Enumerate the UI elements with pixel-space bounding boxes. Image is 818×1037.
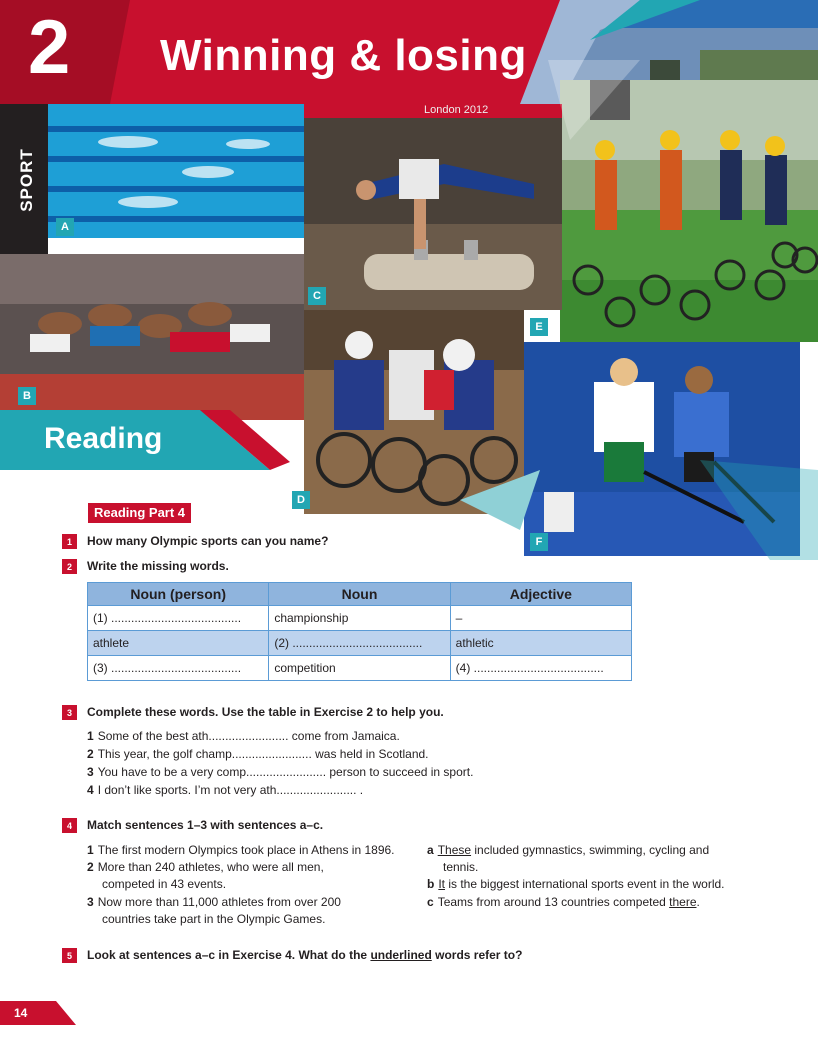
table-cell: championship — [269, 606, 450, 631]
ex4-right-text-cont: tennis. — [443, 860, 479, 874]
ex5-text: words refer to? — [431, 948, 523, 962]
ex4-left-text-cont: competed in 43 events. — [102, 877, 227, 891]
ex3-item-number: 2 — [87, 747, 94, 761]
ex4-right-text: included gymnastics, swimming, cycling and — [471, 843, 710, 857]
photo-b-letter: B — [18, 387, 36, 405]
exercise-2-number: 2 — [62, 559, 77, 574]
ex4-left-text: Now more than 11,000 athletes from over 200 — [97, 895, 341, 909]
unit-title: Winning & losing — [160, 31, 527, 80]
page-number-tab — [0, 1001, 76, 1025]
table-cell: competition — [269, 656, 450, 681]
ex4-left-text: The first modern Olympics took place in Athens in 1896. — [97, 843, 395, 857]
ex4-left-number: 1 — [87, 843, 94, 857]
photo-c-banner-text: London 2012 — [424, 104, 489, 116]
underlined-word: It — [438, 877, 446, 891]
ex4-right-text: Teams from around 13 countries competed — [437, 895, 670, 909]
ex3-item-number: 4 — [87, 783, 94, 797]
ex4-left-text: More than 240 athletes, who were all men, — [97, 860, 324, 874]
ex4-right-text: is the biggest international sports event in the world. — [445, 877, 725, 891]
ex4-right-letter: b — [427, 877, 435, 891]
exercise-3-instruction: Complete these words. Use the table in Exercise 2 to help you. — [87, 705, 444, 719]
ex4-left-text-cont: countries take part in the Olympic Games. — [102, 912, 326, 926]
table-row — [88, 631, 632, 656]
ex4-right-item-a — [427, 842, 709, 859]
photo-c-letter: C — [308, 287, 326, 305]
ex4-left-number: 2 — [87, 860, 94, 874]
ex3-item-text[interactable]: You have to be a very comp........................ person to succeed in sport. — [97, 765, 474, 779]
photo-f-letter: F — [530, 533, 548, 551]
table-cell-blank-2[interactable]: (2) ....................................... — [269, 631, 450, 656]
ex3-item-text[interactable]: This year, the golf champ........................ was held in Scotland. — [97, 747, 429, 761]
unit-number: 2 — [28, 5, 71, 90]
ex3-item — [87, 764, 473, 781]
exercise-3-number: 3 — [62, 705, 77, 720]
ex4-left-item — [87, 859, 324, 876]
table-cell-blank-1[interactable]: (1) ....................................... — [88, 606, 269, 631]
table-cell-blank-3[interactable]: (3) ....................................... — [88, 656, 269, 681]
photo-d-letter: D — [292, 491, 310, 509]
word-table — [87, 582, 632, 681]
ex4-right-letter: c — [427, 895, 434, 909]
table-header: Noun — [269, 583, 450, 606]
photo-a-letter: A — [56, 218, 74, 236]
photo-e-letter: E — [530, 318, 548, 336]
ex3-item — [87, 746, 429, 763]
underlined-word: These — [437, 843, 472, 857]
table-row — [88, 606, 632, 631]
ex5-underlined: underlined — [370, 948, 432, 962]
ex3-item — [87, 782, 363, 799]
ex3-item-text[interactable]: I don’t like sports. I’m not very ath........................ . — [97, 783, 364, 797]
ex4-left-item — [87, 842, 395, 859]
table-cell: athlete — [88, 631, 269, 656]
table-row — [88, 656, 632, 681]
table-header: Adjective — [450, 583, 631, 606]
exercise-4-instruction: Match sentences 1–3 with sentences a–c. — [87, 818, 324, 832]
ex4-right-item-c — [427, 894, 700, 911]
exercise-4-number: 4 — [62, 818, 77, 833]
exercise-5-instruction — [87, 948, 522, 963]
reading-part-badge: Reading Part 4 — [88, 503, 191, 523]
ex4-left-item — [87, 894, 341, 911]
ex5-text: Look at sentences a–c in Exercise 4. What do the — [87, 948, 371, 962]
table-cell: athletic — [450, 631, 631, 656]
ex3-item-number: 1 — [87, 729, 94, 743]
ex4-right-letter: a — [427, 843, 434, 857]
underlined-word: there — [669, 895, 697, 909]
reading-heading: Reading — [44, 422, 163, 455]
table-header-row — [88, 583, 632, 606]
exercise-1-instruction: How many Olympic sports can you name? — [87, 534, 329, 548]
ex4-left-number: 3 — [87, 895, 94, 909]
exercise-2-instruction: Write the missing words. — [87, 559, 229, 573]
table-cell: – — [450, 606, 631, 631]
ex4-right-text: . — [696, 895, 700, 909]
table-header: Noun (person) — [88, 583, 269, 606]
ex4-right-item-b — [427, 876, 725, 893]
ex3-item — [87, 728, 400, 745]
exercise-1-number: 1 — [62, 534, 77, 549]
sport-tab-label: SPORT — [17, 148, 36, 212]
ex3-item-text[interactable]: Some of the best ath........................ come from Jamaica. — [97, 729, 400, 743]
page-number: 14 — [14, 1006, 28, 1020]
ex3-item-number: 3 — [87, 765, 94, 779]
table-cell-blank-4[interactable]: (4) ....................................... — [450, 656, 631, 681]
exercise-5-number: 5 — [62, 948, 77, 963]
